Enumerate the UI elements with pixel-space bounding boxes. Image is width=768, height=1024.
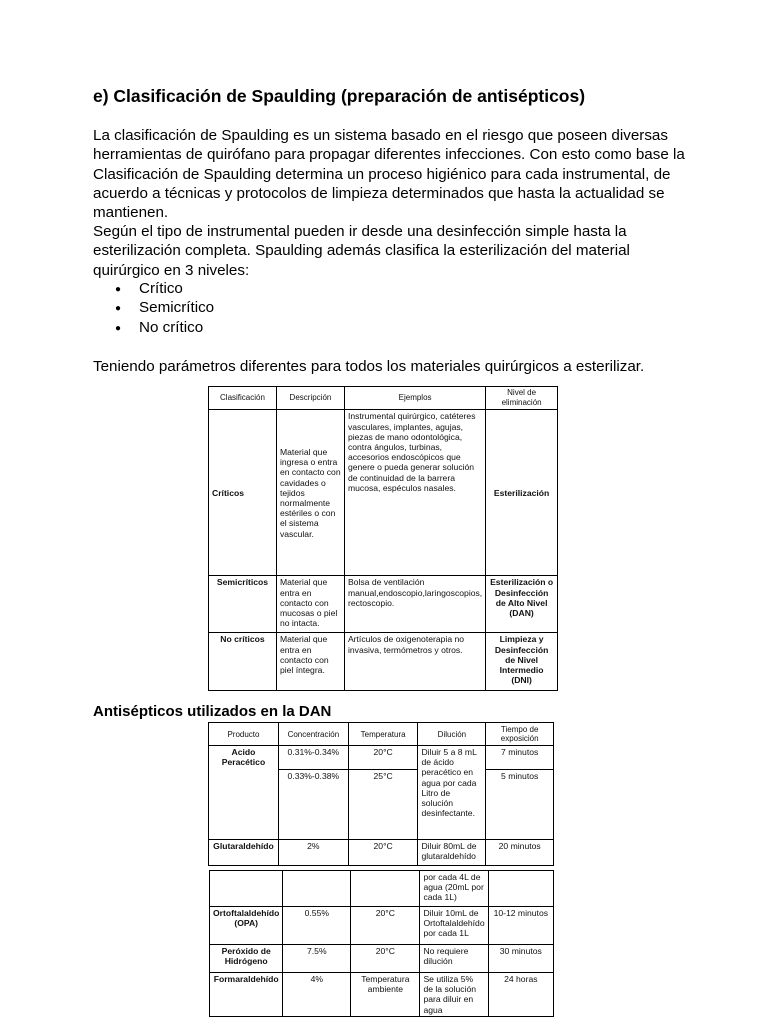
table-cell: No requiere dilución (420, 945, 488, 973)
table-row (209, 633, 558, 691)
antiseptics-table-continued (209, 870, 554, 1017)
levels-list (93, 279, 214, 337)
table-row (210, 871, 554, 907)
table-cell: 24 horas (488, 973, 553, 1017)
table-cell: Glutaraldehído (209, 840, 279, 866)
antiseptics-table (208, 722, 554, 866)
table-header-row (209, 387, 558, 410)
column-header: Tiempo de exposición (486, 723, 554, 746)
list-item: ● Semicrítico (93, 298, 214, 317)
table-cell: 7 minutos (486, 746, 554, 770)
table-cell (488, 871, 553, 907)
table-cell: 0.55% (283, 907, 351, 945)
table-row (209, 840, 554, 866)
table-cell: 20°C (351, 945, 420, 973)
intro-paragraph: La clasificación de Spaulding es un sistema basado en el riesgo que poseen diversas herramientas de quirófano para propagar diferentes infecciones. Con esto como base la Clasificación de Spaulding determina un proceso higiénico para cada instrumental, de acuerdo a técnicas y protocolos de limpieza determinados que hasta la actualidad se mantienen. (93, 127, 685, 222)
list-item: ● Crítico (93, 279, 214, 298)
column-header: Concentración (278, 723, 348, 746)
table-row (209, 410, 558, 576)
column-header: Descripción (276, 387, 344, 410)
table-cell: Críticos (209, 410, 277, 576)
list-item: ● No crítico (93, 318, 214, 337)
table-cell: por cada 4L de agua (20mL por cada 1L) (420, 871, 488, 907)
table-cell: 7.5% (283, 945, 351, 973)
section-heading: e) Clasificación de Spaulding (preparación de antisépticos) (93, 86, 586, 106)
table-cell: 2% (278, 840, 348, 866)
table-cell: Se utiliza 5% de la solución para diluir en agua (420, 973, 488, 1017)
column-header: Dilución (418, 723, 486, 746)
column-header: Ejemplos (344, 387, 485, 410)
table-cell: Acido Peracético (209, 746, 279, 840)
table-cell: 4% (283, 973, 351, 1017)
table-cell: 20 minutos (486, 840, 554, 866)
column-header: Clasificación (209, 387, 277, 410)
table-cell (210, 871, 283, 907)
table-cell: Material que ingresa o entra en contacto con cavidades o tejidos normalmente estériles o con el sistema vascular. (276, 410, 344, 576)
table-cell: Esterilización (486, 410, 558, 576)
spaulding-table (208, 386, 558, 691)
levels-paragraph: Según el tipo de instrumental pueden ir desde una desinfección simple hasta la esterilización completa. Spaulding además clasifica la esterilización del material quirúrgico en 3 niveles: (93, 223, 630, 279)
column-header: Nivel de eliminación (486, 387, 558, 410)
table-cell: 10-12 minutos (488, 907, 553, 945)
table-cell: Material que entra en contacto con mucosas o piel no intacta. (276, 576, 344, 633)
table-cell: Semicríticos (209, 576, 277, 633)
table-row (209, 746, 554, 770)
table-cell: Esterilización o Desinfección de Alto Nivel (DAN) (486, 576, 558, 633)
table-cell (351, 871, 420, 907)
table-cell: Diluir 5 a 8 mL de ácido peracético en agua por cada Litro de solución desinfectante. (418, 746, 486, 840)
table-cell: Diluir 80mL de glutaraldehído (418, 840, 486, 866)
table-row (210, 907, 554, 945)
table-cell: 0.33%-0.38% (278, 770, 348, 840)
table-cell: No críticos (209, 633, 277, 691)
table-row (210, 973, 554, 1017)
table-cell: Temperatura ambiente (351, 973, 420, 1017)
table-cell: 20°C (348, 840, 418, 866)
table-cell: Formaraldehído (210, 973, 283, 1017)
parameters-paragraph: Teniendo parámetros diferentes para todos los materiales quirúrgicos a esterilizar. (93, 358, 645, 375)
table-row (210, 945, 554, 973)
table-row (209, 576, 558, 633)
table-cell: 30 minutos (488, 945, 553, 973)
table-cell: Peróxido de Hidrógeno (210, 945, 283, 973)
dan-subheading: Antisépticos utilizados en la DAN (93, 703, 332, 720)
table-cell: 20°C (348, 746, 418, 770)
table-cell: Ortoftalaldehído (OPA) (210, 907, 283, 945)
table-cell: Bolsa de ventilación manual,endoscopio,laringoscopios, rectoscopio. (344, 576, 485, 633)
table-cell: 20°C (351, 907, 420, 945)
table-cell: Limpieza y Desinfección de Nivel Intermedio (DNI) (486, 633, 558, 691)
table-cell: 0.31%-0.34% (278, 746, 348, 770)
table-cell: Instrumental quirúrgico, catéteres vasculares, implantes, agujas, piezas de mano odontológica, contra ángulos, turbinas, accesorios endoscópicos que genere o pueda generar solución de continuidad de la barrera mucosa, espéculos nasales. (344, 410, 485, 576)
table-cell: 5 minutos (486, 770, 554, 840)
table-cell: Material que entra en contacto con piel íntegra. (276, 633, 344, 691)
table-cell: 25°C (348, 770, 418, 840)
table-header-row (209, 723, 554, 746)
table-cell: Artículos de oxigenoterapia no invasiva, termómetros y otros. (344, 633, 485, 691)
column-header: Temperatura (348, 723, 418, 746)
table-cell (283, 871, 351, 907)
column-header: Producto (209, 723, 279, 746)
table-cell: Diluir 10mL de Ortoftalaldehído por cada 1L (420, 907, 488, 945)
